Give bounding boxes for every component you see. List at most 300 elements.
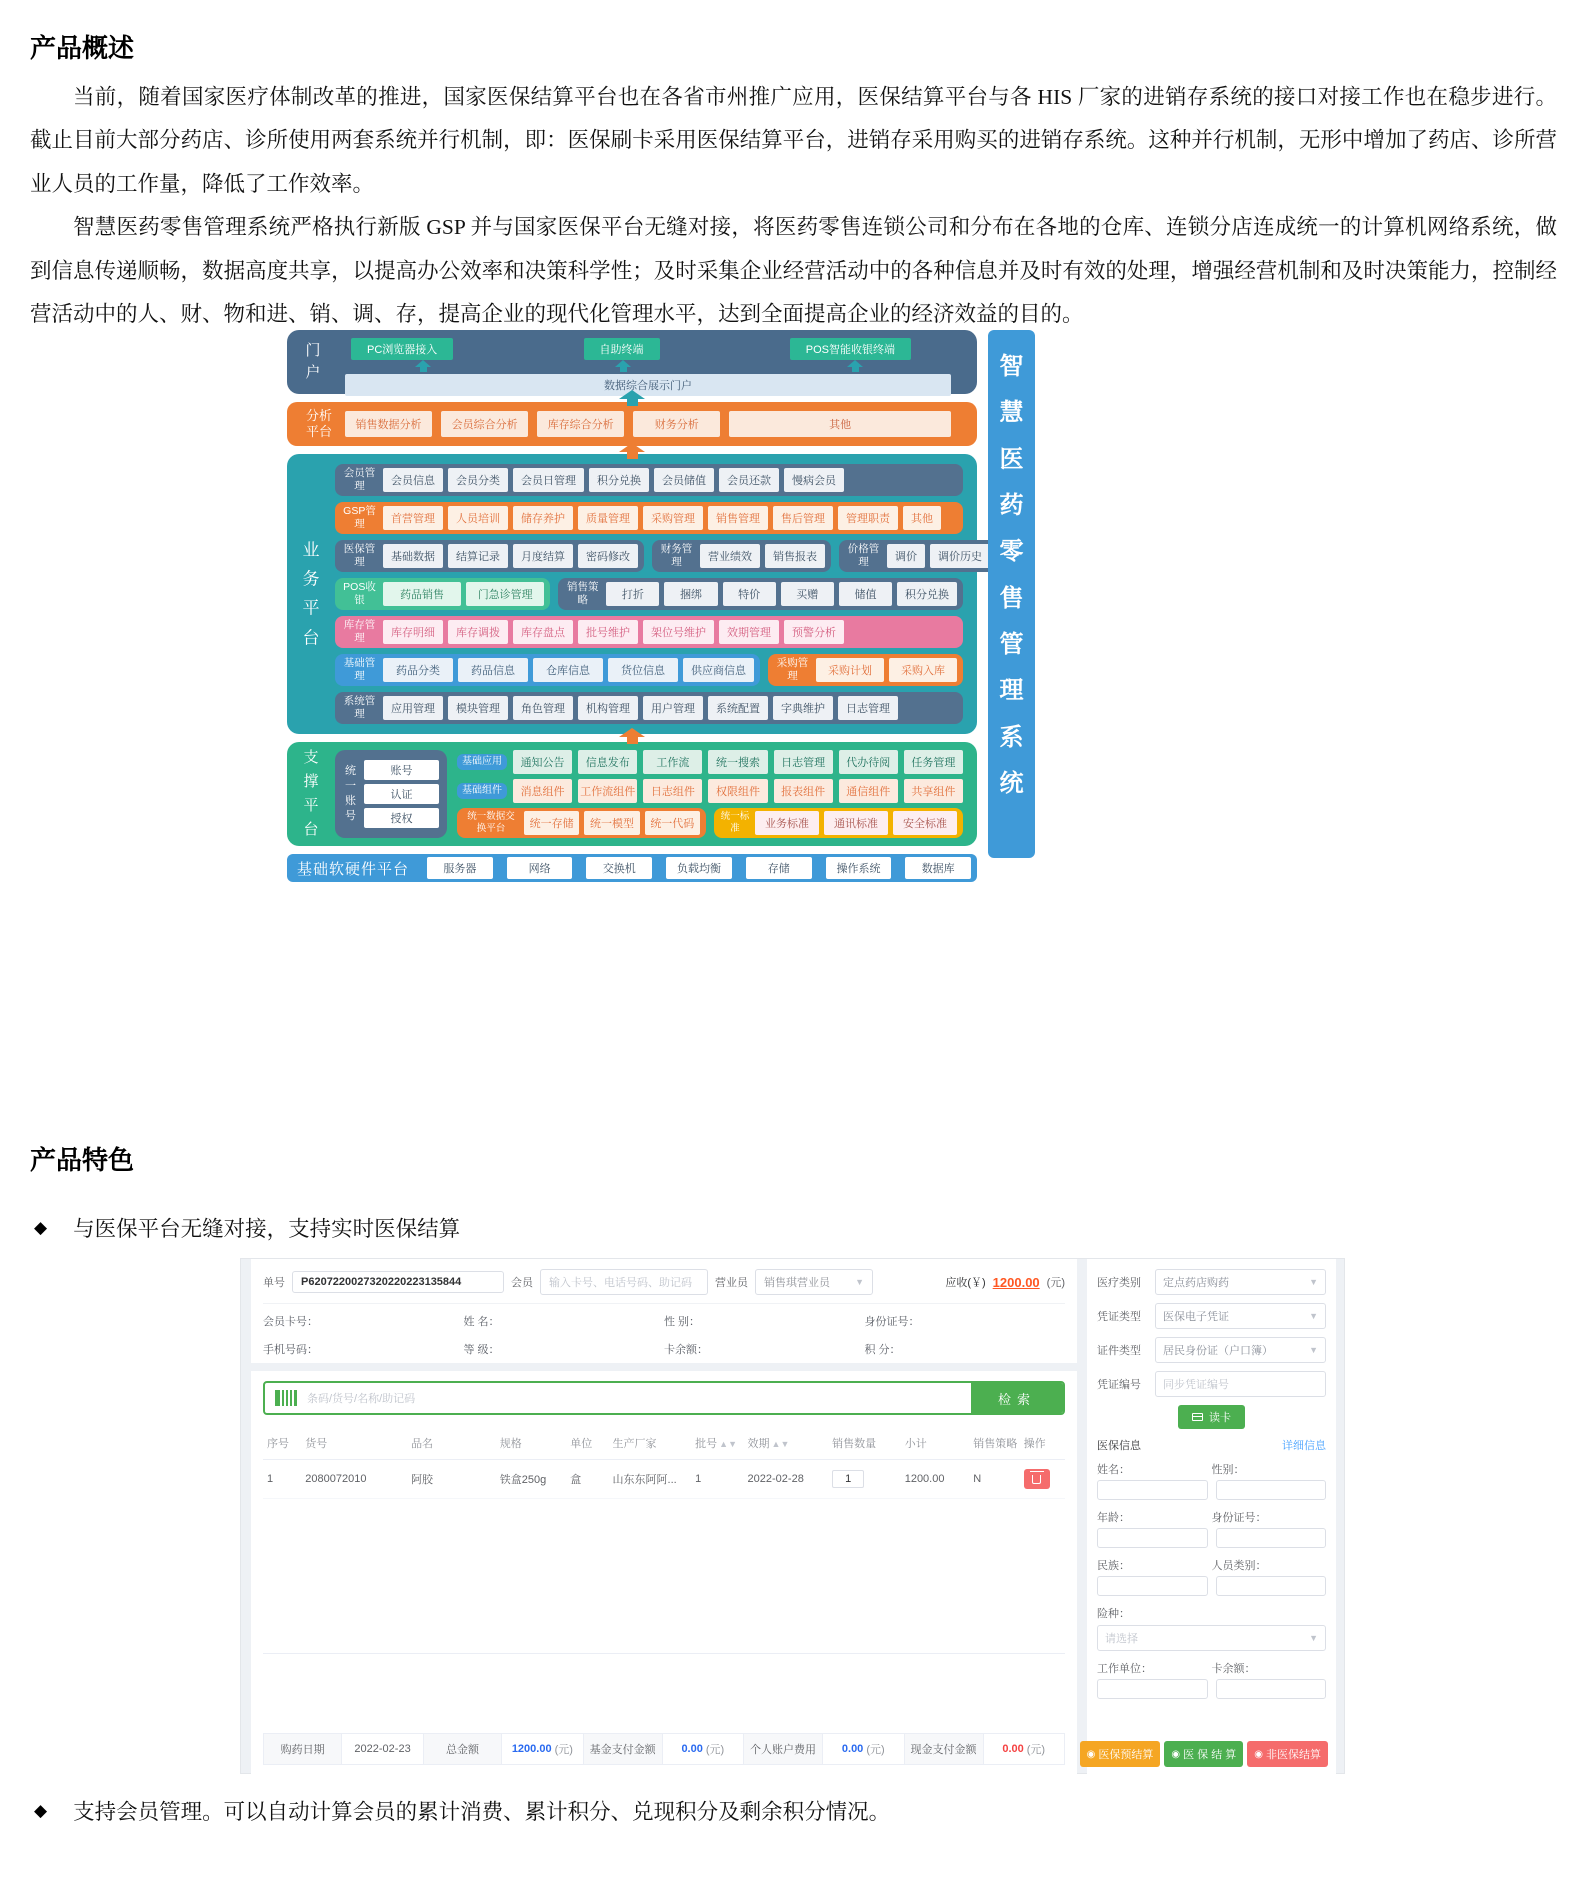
business-group <box>839 540 996 572</box>
table-header-cell: 销售策略 <box>969 1427 1019 1460</box>
diagram-chip: 会员分类 <box>448 468 508 492</box>
diagram-chip: 积分兑换 <box>897 582 957 606</box>
insurance-info-title: 医保信息 <box>1097 1440 1141 1452</box>
diagram-chip: 仓库信息 <box>533 658 603 682</box>
portal-layer-label: 门户 <box>305 342 321 381</box>
diagram-chip: 角色管理 <box>513 696 573 720</box>
trash-icon <box>1032 1475 1041 1484</box>
diagram-chip: 模块管理 <box>448 696 508 720</box>
feature-bullet-1-text: 与医保平台无缝对接，支持实时医保结算 <box>73 1217 461 1241</box>
diagram-group-label: 医保管理 <box>343 543 376 568</box>
diagram-group-label: POS收银 <box>343 581 376 606</box>
diagram-chip: 信息发布 <box>578 750 637 774</box>
settlement-button-icon: ◉ <box>1254 1748 1263 1760</box>
footer-unit: (元) <box>554 1744 573 1756</box>
diagram-group-label: 会员管理 <box>343 467 376 492</box>
portal-terminal-chip: 自助终端 <box>584 338 660 360</box>
business-group <box>335 502 963 534</box>
diagram-group-label: 价格管理 <box>847 543 880 568</box>
business-rows <box>335 464 982 724</box>
infrastructure-items <box>427 857 971 879</box>
support-row <box>457 779 963 803</box>
diagram-group-label: 基础应用 <box>457 754 507 771</box>
diagram-chip: 架位号维护 <box>643 620 714 644</box>
support-bottom-row <box>457 808 963 838</box>
footer-amount: 0.00 <box>681 1743 703 1755</box>
panel-select-row <box>1097 1303 1326 1329</box>
business-group <box>335 578 550 610</box>
card-icon <box>1192 1413 1203 1421</box>
goods-search-input[interactable]: 条码/货号/名称/助记码 <box>307 1393 416 1405</box>
diagram-chip: 统一存储 <box>524 811 579 835</box>
feature-bullet-2 <box>34 1795 1534 1826</box>
business-group <box>335 692 963 724</box>
table-header-cell: 货号 <box>301 1427 407 1460</box>
member-label: 会员 <box>511 1277 533 1289</box>
pos-header-card <box>251 1259 1077 1363</box>
field-input[interactable] <box>1216 1528 1327 1548</box>
insurance-type-label: 险种： <box>1097 1608 1130 1620</box>
diagram-group-label: 库存管理 <box>343 619 376 644</box>
pos-footer-bar <box>263 1733 1065 1765</box>
section-heading-overview: 产品概述 <box>30 33 135 63</box>
diagram-chip: 库存明细 <box>383 620 443 644</box>
pos-insurance-panel <box>1087 1259 1336 1775</box>
diagram-group-label: 财务管理 <box>660 543 693 568</box>
portal-terminal-chip: POS智能收银终端 <box>790 338 911 360</box>
diagram-chip: 工作流组件 <box>578 779 637 803</box>
insurance-detail-link[interactable]: 详细信息 <box>1282 1440 1326 1452</box>
diagram-chip: 日志管理 <box>838 696 898 720</box>
panel-select-row <box>1097 1337 1326 1363</box>
clerk-select[interactable] <box>755 1269 873 1295</box>
sort-icon[interactable]: ▲▼ <box>719 1439 737 1449</box>
table-header-cell: 小计 <box>901 1427 970 1460</box>
goods-table <box>263 1427 1065 1499</box>
analysis-layer <box>287 402 977 446</box>
business-row <box>335 616 963 648</box>
field-input[interactable] <box>1097 1576 1208 1596</box>
panel-select-value: 医保电子凭证 <box>1163 1311 1229 1323</box>
footer-label: 总金额 <box>424 1734 502 1764</box>
diagram-chip: 慢病会员 <box>784 468 844 492</box>
table-bottom-divider <box>263 1653 1065 1654</box>
flow-arrow-icon <box>619 728 645 744</box>
settlement-button-icon: ◉ <box>1086 1748 1096 1760</box>
business-group <box>768 654 963 686</box>
chevron-down-icon: ▼ <box>855 1277 864 1287</box>
diagram-chip: 通知公告 <box>513 750 572 774</box>
diagram-chip: 储值 <box>839 582 892 606</box>
settlement-button[interactable] <box>1164 1741 1243 1767</box>
footer-unit: (元) <box>705 1744 725 1756</box>
diagram-chip: 药品信息 <box>458 658 528 682</box>
clerk-select-value: 销售琪营业员 <box>764 1277 830 1289</box>
diagram-chip: 工作流 <box>643 750 702 774</box>
table-header-cell: 品名 <box>407 1427 496 1460</box>
table-cell: 2080072010 <box>301 1460 407 1499</box>
quantity-input[interactable]: 1 <box>832 1470 864 1488</box>
settlement-button-label: 非医保结算 <box>1266 1749 1321 1761</box>
diagram-chip: 日志组件 <box>643 779 702 803</box>
diagram-chip: 库存调拨 <box>448 620 508 644</box>
portal-terminals <box>345 338 951 360</box>
barcode-icon <box>275 1390 297 1406</box>
diagram-chip: 系统配置 <box>708 696 768 720</box>
panel-select-value: 居民身份证（户口簿） <box>1163 1345 1273 1357</box>
diagram-chip: 机构管理 <box>578 696 638 720</box>
unified-account-group <box>335 750 447 838</box>
support-group <box>714 808 963 838</box>
footer-amount: 1200.00 <box>511 1743 552 1755</box>
diagram-chip: 代办待阅 <box>839 750 898 774</box>
diagram-chip: 消息组件 <box>513 779 572 803</box>
table-header-cell: 销售数量 <box>828 1427 901 1460</box>
panel-select-label: 医疗类别 <box>1097 1277 1141 1289</box>
account-chip: 授权 <box>364 808 439 828</box>
diagram-chip: 售后管理 <box>773 506 833 530</box>
table-cell <box>828 1460 901 1499</box>
business-group <box>558 578 963 610</box>
diagram-chip: 会员储值 <box>654 468 714 492</box>
insurance-fields <box>1097 1461 1326 1596</box>
settlement-button[interactable] <box>1080 1741 1161 1767</box>
footer-label: 购药日期 <box>264 1734 342 1764</box>
insurance-type-select[interactable] <box>1097 1625 1326 1651</box>
diagram-chip: 质量管理 <box>578 506 638 530</box>
flow-arrow-icon <box>415 360 431 372</box>
diagram-chip: 统一搜索 <box>708 750 767 774</box>
panel-select-label: 证件类型 <box>1097 1345 1141 1357</box>
table-header-cell: 单位 <box>566 1427 608 1460</box>
analysis-chip: 财务分析 <box>633 411 720 437</box>
field-input-row <box>1097 1528 1326 1548</box>
member-info-label: 性 别： <box>664 1316 701 1328</box>
insurance-type-placeholder: 请选择 <box>1105 1633 1138 1645</box>
portal-terminal-chip: PC浏览器接入 <box>351 338 453 360</box>
footer-amount: 2022-02-23 <box>354 1743 411 1755</box>
diagram-group-label: 基础管理 <box>343 657 376 682</box>
read-card-button[interactable] <box>1178 1405 1245 1429</box>
business-group <box>335 654 760 686</box>
diagram-chip: 采购管理 <box>643 506 703 530</box>
table-cell <box>1020 1460 1065 1499</box>
diagram-chip: 通讯标准 <box>824 811 888 835</box>
diagram-chip: 买赠 <box>781 582 834 606</box>
field-label-row <box>1097 1557 1326 1573</box>
search-button[interactable]: 检索 <box>971 1383 1063 1413</box>
chevron-down-icon: ▼ <box>1309 1277 1318 1287</box>
field-label-row <box>1097 1509 1326 1525</box>
table-header-cell: 操作 <box>1020 1427 1065 1460</box>
diagram-chip: 管理职责 <box>838 506 898 530</box>
settlement-button-icon: ◉ <box>1171 1748 1181 1760</box>
flow-arrow-icon <box>615 360 631 372</box>
paragraph-2: 智慧医药零售管理系统严格执行新版 GSP 并与国家医保平台无缝对接，将医药零售连锁公司和分布在各地的仓库、连锁分店连成统一的计算机网络系统，做到信息传递顺畅，数据高度共享，以提高办公效率和决策科学性；及时采集企业经营活动中的各种信息并及时有效的处理，增强经营机制和及时决策能力，控制经营活动中的人、财、物和进、销、调、存，提高企业的现代化管理水平，达到全面提高企业的经济效益的目的。 <box>30 215 1557 327</box>
member-info-label: 姓 名： <box>463 1316 500 1328</box>
diagram-group-label: 统一数据交换平台 <box>467 811 515 834</box>
insurance-info-header <box>1097 1437 1326 1453</box>
footer-value <box>502 1734 583 1764</box>
paragraph-1: 当前，随着国家医疗体制改革的推进，国家医保结算平台也在各省市州推广应用，医保结算平台与各 HIS 厂家的进销存系统的接口对接工作也在稳步进行。截止目前大部分药店、诊所使用两套系统并行机制，即：医保刷卡采用医保结算平台，进销存采用购买的进销存系统。这种并行机制，无形中增加了药店、诊所营业人员的工作量，降低了工作效率。 <box>30 85 1557 196</box>
diagram-chip: 会员信息 <box>383 468 443 492</box>
analysis-items <box>345 411 951 437</box>
diagram-chip: 药品分类 <box>383 658 453 682</box>
diagram-chip: 其他 <box>903 506 941 530</box>
business-row <box>335 654 963 686</box>
work-unit-fields <box>1097 1660 1326 1699</box>
due-amount: 1200.00 <box>992 1274 1040 1290</box>
clerk-label: 营业员 <box>715 1277 748 1289</box>
field-label: 民族： <box>1097 1560 1130 1572</box>
panel-select[interactable] <box>1155 1337 1326 1363</box>
portal-display-bar: 数据综合展示门户 <box>345 374 951 396</box>
business-layer <box>287 454 982 734</box>
business-row <box>335 692 963 724</box>
footer-value <box>342 1734 423 1764</box>
diagram-chip: 密码修改 <box>578 544 638 568</box>
table-header-cell[interactable]: 效期 ▲▼ <box>744 1427 829 1460</box>
business-group <box>335 540 644 572</box>
diagram-chip: 批号维护 <box>578 620 638 644</box>
diagram-chip: 库存盘点 <box>513 620 573 644</box>
diagram-group-label: 采购管理 <box>776 657 809 682</box>
diagram-chip: 药品销售 <box>383 582 461 606</box>
diagram-chip: 共享组件 <box>904 779 963 803</box>
footer-amount: 0.00 <box>841 1743 864 1755</box>
diagram-chip: 安全标准 <box>893 811 957 835</box>
member-info-label: 会员卡号： <box>263 1316 318 1328</box>
footer-amount: 0.00 <box>1002 1743 1024 1755</box>
diagram-chip: 结算记录 <box>448 544 508 568</box>
field-label: 卡余额： <box>1211 1663 1256 1675</box>
diagram-chip: 调价 <box>887 544 925 568</box>
pos-screenshot <box>240 1258 1345 1774</box>
member-info-label: 身份证号： <box>864 1316 920 1328</box>
read-card-row <box>1097 1405 1326 1429</box>
diagram-chip: 任务管理 <box>904 750 963 774</box>
table-cell: N <box>969 1460 1019 1499</box>
member-info-label: 手机号码： <box>263 1344 318 1356</box>
chevron-down-icon: ▼ <box>1309 1633 1318 1643</box>
diagram-chip: 首营管理 <box>383 506 443 530</box>
field-label: 姓名： <box>1097 1464 1130 1476</box>
infrastructure-chip: 网络 <box>507 857 573 879</box>
diagram-side-title: 智慧医药零售管理系统 <box>999 353 1024 797</box>
table-header-cell[interactable]: 批号 ▲▼ <box>691 1427 743 1460</box>
diagram-chip: 营业绩效 <box>700 544 760 568</box>
panel-select-label: 凭证类型 <box>1097 1311 1141 1323</box>
order-no-field[interactable]: P6207220027320220223135844 <box>292 1271 504 1293</box>
chevron-down-icon: ▼ <box>1309 1345 1318 1355</box>
field-input[interactable] <box>1216 1576 1327 1596</box>
field-label: 性别： <box>1211 1464 1245 1476</box>
table-header-cell: 规格 <box>496 1427 567 1460</box>
table-header-cell: 生产厂家 <box>609 1427 692 1460</box>
diagram-chip: 应用管理 <box>383 696 443 720</box>
flow-arrow-icon <box>619 443 645 459</box>
voucher-label: 凭证编号 <box>1097 1379 1141 1391</box>
member-info-block <box>263 1303 1065 1357</box>
voucher-input[interactable] <box>1155 1371 1326 1397</box>
member-info-row <box>263 1313 1065 1329</box>
diagram-chip: 人员培训 <box>448 506 508 530</box>
field-input-row <box>1097 1480 1326 1500</box>
infrastructure-chip: 服务器 <box>427 857 493 879</box>
table-cell: 1200.00 <box>901 1460 970 1499</box>
panel-select[interactable] <box>1155 1269 1326 1295</box>
diagram-group-label: 系统管理 <box>343 695 376 720</box>
account-chip: 账号 <box>364 760 439 780</box>
infrastructure-chip: 数据库 <box>905 857 971 879</box>
diagram-chip: 字典维护 <box>773 696 833 720</box>
infrastructure-chip: 存储 <box>746 857 812 879</box>
infrastructure-label: 基础软硬件平台 <box>297 860 410 878</box>
diagram-chip: 销售报表 <box>765 544 825 568</box>
business-row <box>335 578 963 610</box>
feature-bullet-1 <box>34 1212 1534 1243</box>
analysis-chip: 会员综合分析 <box>441 411 528 437</box>
chevron-down-icon: ▼ <box>1309 1311 1318 1321</box>
pos-topbar <box>263 1267 1065 1297</box>
member-search-input[interactable]: 输入卡号、电话号码、助记码 <box>540 1269 708 1295</box>
flow-arrow-icon <box>619 390 645 406</box>
member-info-label: 卡余额： <box>664 1344 708 1356</box>
diagram-chip: 报表组件 <box>774 779 833 803</box>
business-group <box>652 540 831 572</box>
field-label: 身份证号： <box>1211 1512 1267 1524</box>
goods-table-header-row <box>263 1427 1065 1460</box>
field-input[interactable] <box>1216 1679 1327 1699</box>
diagram-chip: 效期管理 <box>719 620 779 644</box>
table-cell: 山东东阿阿... <box>609 1460 692 1499</box>
member-info-label: 积 分： <box>864 1344 901 1356</box>
unified-account-items <box>364 760 439 828</box>
analysis-chip: 库存综合分析 <box>537 411 624 437</box>
diagram-chip: 采购入库 <box>889 658 957 682</box>
section-heading-features: 产品特色 <box>30 1145 135 1175</box>
diagram-main <box>287 330 982 882</box>
member-info-row <box>263 1341 1065 1357</box>
voucher-row <box>1097 1371 1326 1397</box>
panel-select-value: 定点药店购药 <box>1163 1277 1229 1289</box>
footer-label: 现金支付金额 <box>905 1734 984 1764</box>
footer-label: 基金支付金额 <box>584 1734 663 1764</box>
diagram-group-label: 销售策略 <box>567 581 599 606</box>
due-label: 应收(￥) <box>945 1277 986 1289</box>
diagram-chip: 统一代码 <box>645 811 700 835</box>
analysis-chip: 其他 <box>729 411 951 437</box>
analysis-chip: 销售数据分析 <box>345 411 432 437</box>
portal-layer <box>287 330 977 394</box>
flow-arrow-icon <box>847 360 863 372</box>
field-label: 人员类别： <box>1211 1560 1267 1572</box>
diagram-side-title-bar <box>988 330 1035 858</box>
diagram-chip: 储存养护 <box>513 506 573 530</box>
delete-row-button[interactable] <box>1024 1469 1050 1489</box>
diagram-chip: 业务标准 <box>755 811 819 835</box>
diagram-chip: 捆绑 <box>664 582 717 606</box>
diagram-chip: 预警分析 <box>784 620 844 644</box>
table-cell: 2022-02-28 <box>744 1460 829 1499</box>
table-cell: 铁盒250g <box>496 1460 567 1499</box>
footer-value <box>663 1734 744 1764</box>
field-input[interactable] <box>1097 1679 1208 1699</box>
sort-icon[interactable]: ▲▼ <box>771 1439 790 1449</box>
panel-select[interactable] <box>1155 1303 1326 1329</box>
diagram-chip: 会员日管理 <box>513 468 584 492</box>
table-cell: 阿胶 <box>407 1460 496 1499</box>
unified-account-label: 统一账号 <box>345 765 356 822</box>
field-label-row <box>1097 1461 1326 1477</box>
diagram-group-label: GSP管理 <box>343 505 376 530</box>
diagram-chip: 销售管理 <box>708 506 768 530</box>
field-input[interactable] <box>1097 1528 1208 1548</box>
support-rows <box>457 750 963 838</box>
field-input-row <box>1097 1679 1326 1699</box>
table-cell: 1 <box>691 1460 743 1499</box>
diagram-chip: 供应商信息 <box>683 658 754 682</box>
diamond-bullet-icon: ◆ <box>34 1217 48 1237</box>
support-layer-label: 支撑平台 <box>303 749 319 838</box>
infrastructure-chip: 交换机 <box>586 857 652 879</box>
support-group <box>457 808 706 838</box>
footer-value <box>984 1734 1064 1764</box>
voucher-placeholder: 同步凭证编号 <box>1163 1379 1229 1391</box>
diagram-chip: 货位信息 <box>608 658 678 682</box>
member-info-label: 等 级： <box>463 1344 500 1356</box>
diagram-chip: 门急诊管理 <box>466 582 544 606</box>
table-header-cell: 序号 <box>263 1427 301 1460</box>
read-card-text: 读卡 <box>1209 1412 1231 1424</box>
field-input[interactable] <box>1097 1480 1208 1500</box>
settlement-buttons <box>1080 1741 1328 1767</box>
infrastructure-layer <box>287 854 977 882</box>
diagram-chip: 统一模型 <box>584 811 639 835</box>
due-unit: (元) <box>1046 1277 1065 1289</box>
business-group <box>335 616 963 648</box>
analysis-layer-label: 分析平台 <box>305 408 332 439</box>
goods-search-bar <box>263 1381 1065 1415</box>
support-layer <box>287 742 977 846</box>
feature-bullet-2-text: 支持会员管理。可以自动计算会员的累计消费、累计积分、兑现积分及剩余积分情况。 <box>73 1800 891 1824</box>
diagram-chip: 积分兑换 <box>589 468 649 492</box>
diagram-chip: 会员还款 <box>719 468 779 492</box>
diagram-chip: 用户管理 <box>643 696 703 720</box>
pos-goods-card <box>251 1371 1077 1775</box>
support-row <box>457 750 963 774</box>
field-label: 年龄： <box>1097 1512 1130 1524</box>
diagram-chip: 调价历史 <box>930 544 990 568</box>
order-no-label: 单号 <box>263 1277 285 1289</box>
infrastructure-chip: 操作系统 <box>826 857 892 879</box>
diagram-chip: 月度结算 <box>513 544 573 568</box>
field-input[interactable] <box>1216 1480 1327 1500</box>
diagram-group-label: 统一标准 <box>720 811 750 834</box>
diagram-chip: 日志管理 <box>774 750 833 774</box>
table-cell: 1 <box>263 1460 301 1499</box>
business-layer-label: 业务平台 <box>302 540 320 648</box>
architecture-diagram <box>287 330 1035 878</box>
settlement-button-label: 医 保 结 算 <box>1183 1749 1237 1761</box>
diamond-bullet-icon: ◆ <box>34 1800 48 1820</box>
business-row <box>335 464 963 496</box>
settlement-button-label: 医保预结算 <box>1098 1749 1154 1761</box>
infrastructure-chip: 负载均衡 <box>666 857 732 879</box>
business-row <box>335 540 982 572</box>
settlement-button[interactable] <box>1247 1741 1328 1767</box>
insurance-selects <box>1097 1269 1326 1363</box>
